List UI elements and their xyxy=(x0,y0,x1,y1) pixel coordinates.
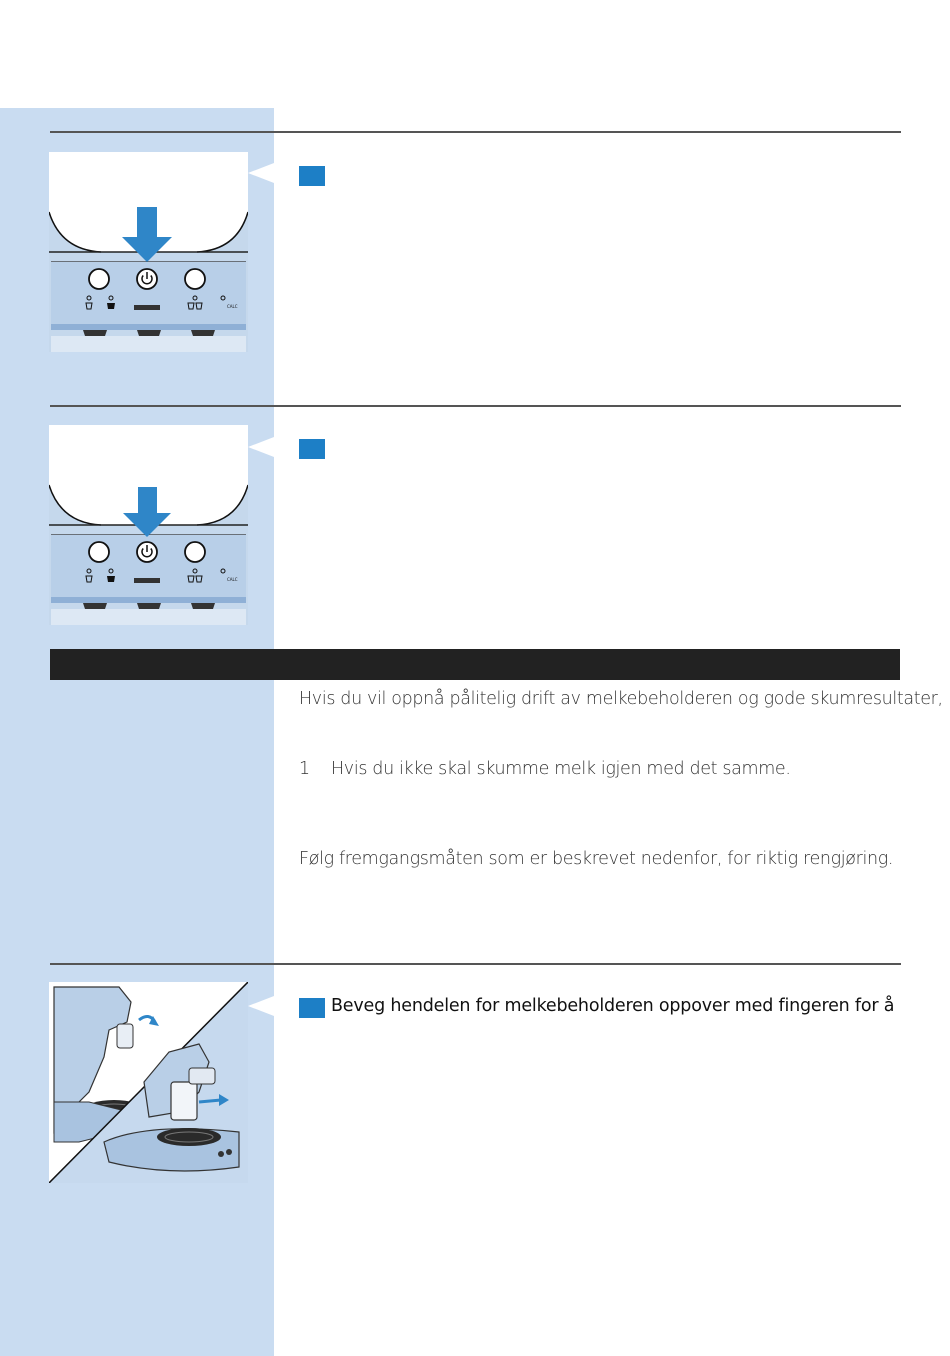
step-number-box xyxy=(299,998,325,1018)
calc-label: CALC xyxy=(227,304,238,309)
callout-notch xyxy=(248,996,274,1016)
step-number-box xyxy=(299,439,325,459)
step-number-box xyxy=(299,166,325,186)
callout-notch xyxy=(248,163,274,183)
illustration-power-button-2 xyxy=(49,425,248,625)
callout-notch xyxy=(248,437,274,457)
illustration-power-button xyxy=(49,152,248,352)
section-divider xyxy=(50,963,901,965)
section-divider xyxy=(50,131,901,133)
list-item xyxy=(299,759,791,779)
section-heading-bar xyxy=(50,649,900,680)
list-item-text: Hvis du ikke skal skumme melk igjen med det samme. xyxy=(331,759,791,779)
instruction-paragraph: Følg fremgangsmåten som er beskrevet nedenfor, for riktig rengjøring. xyxy=(299,849,894,869)
list-item-number: 1 xyxy=(299,759,310,779)
calc-label: CALC xyxy=(227,577,238,582)
illustration-milk-container xyxy=(49,982,248,1183)
intro-paragraph: Hvis du vil oppnå pålitelig drift av melkebeholderen og gode skumresultater, xyxy=(299,689,943,709)
section-divider xyxy=(50,405,901,407)
step-instruction: Beveg hendelen for melkebeholderen oppover med fingeren for å xyxy=(331,996,895,1016)
